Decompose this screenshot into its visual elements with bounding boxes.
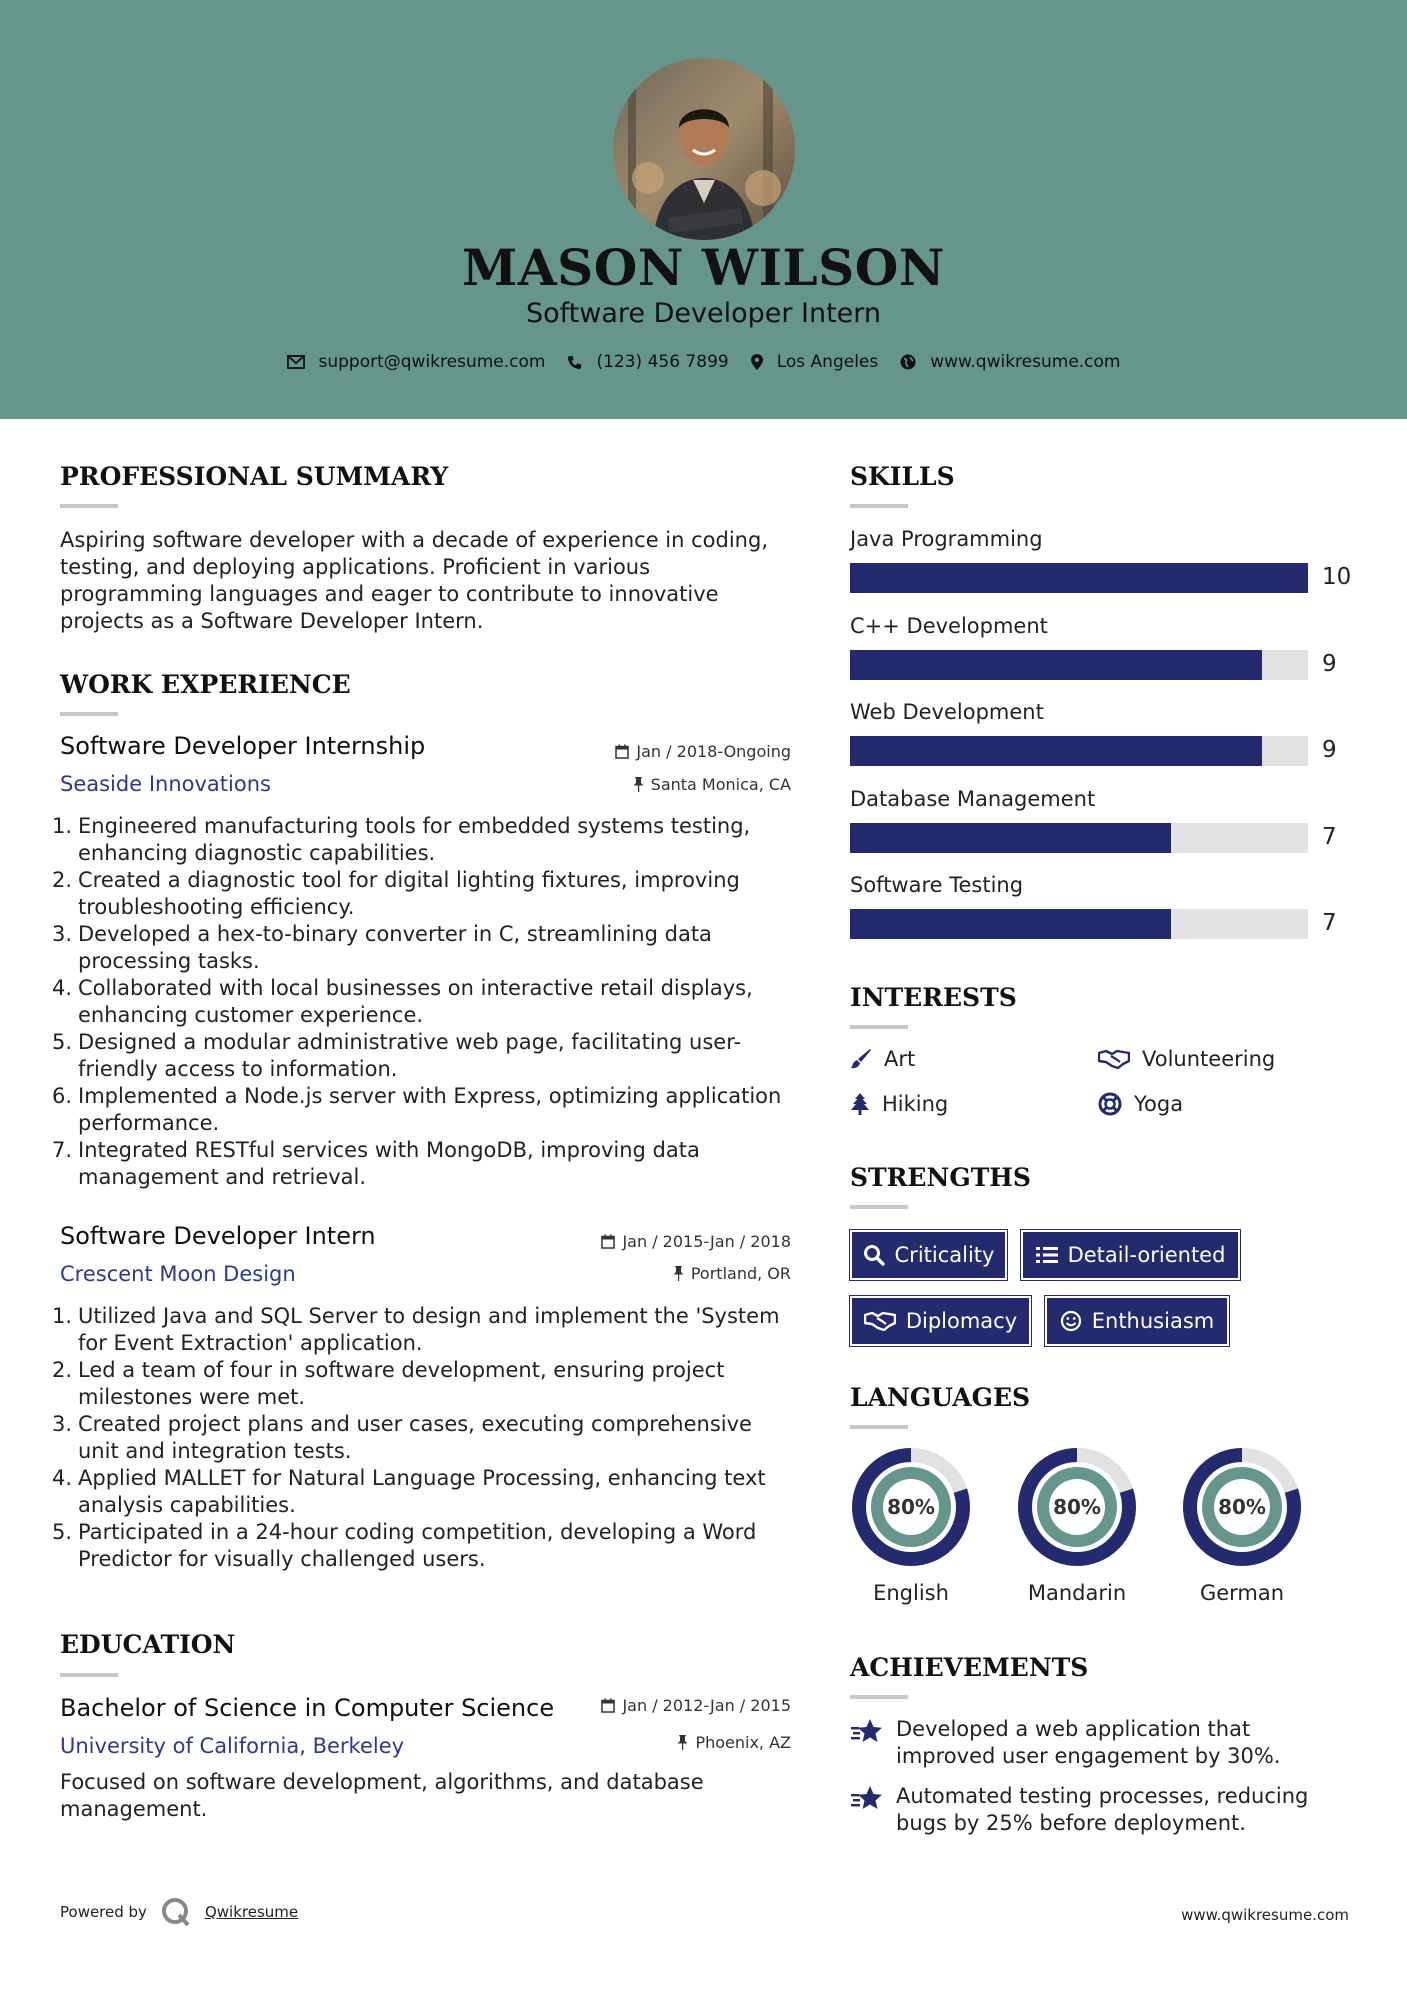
calendar-icon (615, 744, 629, 759)
skill-bar-fill (850, 650, 1262, 680)
language-name: Mandarin (1027, 1581, 1127, 1605)
education-date-text: Jan / 2012-Jan / 2015 (622, 1696, 791, 1715)
achievements-underline (850, 1695, 908, 1699)
education-underline (60, 1673, 118, 1677)
achievement-2: Automated testing processes, reducing bugs by 25% before deployment. (850, 1783, 1320, 1837)
skill-value: 10 (1322, 564, 1352, 590)
skill-value: 9 (1322, 650, 1337, 677)
list-item: 2. Created a diagnostic tool for digital lighting fixtures, improving troubleshooting efficiency. (52, 868, 740, 919)
interest-yoga: Yoga (1098, 1092, 1183, 1116)
job-1-date (615, 742, 791, 761)
summary-text (60, 527, 780, 635)
experience-underline (60, 712, 118, 716)
language-name: German (1199, 1581, 1285, 1605)
achievement-1: Developed a web application that improved user engagement by 30%. (850, 1716, 1320, 1770)
contact-email[interactable] (287, 352, 546, 372)
skills-heading: SKILLS (850, 462, 955, 491)
handshake-icon (1098, 1049, 1130, 1069)
smiley-icon (1060, 1310, 1082, 1332)
skill-bar-track (850, 909, 1308, 939)
achievements-heading: ACHIEVEMENTS (850, 1653, 1089, 1682)
job-1-duties (52, 813, 800, 1191)
education-date (601, 1696, 791, 1715)
job-2-date-text: Jan / 2015-Jan / 2018 (622, 1232, 791, 1251)
job-2-duties (52, 1303, 800, 1573)
education-school: University of California, Berkeley (60, 1734, 405, 1758)
education-location (677, 1733, 791, 1752)
job-2-role: Software Developer Intern (60, 1222, 376, 1250)
strength-criticality: Criticality (850, 1230, 1007, 1280)
job-1-role: Software Developer Internship (60, 732, 426, 760)
footer-powered-by (60, 1897, 298, 1927)
skill-bar-fill (850, 823, 1171, 853)
strengths-heading: STRENGTHS (850, 1163, 1031, 1192)
contact-location (751, 352, 879, 372)
list-item: 6. Implemented a Node.js server with Express, optimizing application performance. (52, 1084, 782, 1135)
list-item: 4. Applied MALLET for Natural Language Processing, enhancing text analysis capabilities. (52, 1466, 766, 1517)
summary-line: Aspiring software developer with a decade of experience in coding, (60, 528, 768, 552)
header-banner (0, 0, 1407, 419)
education-location-text: Phoenix, AZ (695, 1733, 791, 1752)
skill-label: Software Testing (850, 873, 1024, 897)
education-heading: EDUCATION (60, 1630, 236, 1659)
interests-underline (850, 1025, 908, 1029)
list-item: 3. Created project plans and user cases, executing comprehensive unit and integration tests. (52, 1412, 752, 1463)
job-1-location-text: Santa Monica, CA (650, 775, 791, 794)
summary-line: programming languages and eager to contribute to innovative (60, 582, 719, 606)
job-1-company: Seaside Innovations (60, 772, 271, 796)
language-donut (1016, 1446, 1138, 1568)
star-award-icon (850, 1785, 884, 1813)
language-donut (1181, 1446, 1303, 1568)
footer-website[interactable]: www.qwikresume.com (1181, 1906, 1349, 1924)
tree-icon (850, 1093, 870, 1115)
experience-heading: WORK EXPERIENCE (60, 670, 351, 699)
job-1-location (633, 775, 791, 794)
star-award-icon (850, 1718, 884, 1746)
skill-value: 7 (1322, 823, 1337, 850)
skill-value: 9 (1322, 737, 1337, 763)
interest-hiking: Hiking (850, 1092, 948, 1116)
powered-by-text: Powered by (60, 1903, 147, 1921)
skill-bar-fill (850, 736, 1262, 766)
skill-bar-track (850, 650, 1308, 680)
interest-volunteering: Volunteering (1098, 1047, 1275, 1071)
languages-underline (850, 1425, 908, 1429)
language-donut (850, 1446, 972, 1568)
languages-heading: LANGUAGES (850, 1383, 1031, 1412)
skill-bar-track (850, 823, 1308, 853)
contact-bar (0, 352, 1407, 372)
envelope-icon (287, 355, 305, 369)
pushpin-icon (673, 1266, 684, 1281)
pushpin-icon (633, 777, 644, 792)
magnifier-icon (863, 1244, 885, 1266)
skills-underline (850, 504, 908, 508)
job-2-company: Crescent Moon Design (60, 1262, 296, 1286)
job-2-location (673, 1264, 791, 1283)
language-percent: 80% (1218, 1495, 1266, 1519)
skill-bar-fill (850, 909, 1171, 939)
job-1-date-text: Jan / 2018-Ongoing (636, 742, 791, 761)
paintbrush-icon (850, 1048, 872, 1070)
website-text: www.qwikresume.com (930, 352, 1121, 372)
skill-value: 7 (1322, 910, 1337, 936)
globe-icon (900, 354, 916, 370)
list-item: 5. Designed a modular administrative web page, facilitating user- friendly access to information. (52, 1030, 742, 1081)
skill-label: Database Management (850, 786, 1096, 811)
list-item: 1. Utilized Java and SQL Server to design and implement the 'System for Event Extraction' application. (52, 1304, 780, 1355)
skill-bar-fill (850, 563, 1308, 593)
list-item: 2. Led a team of four in software development, ensuring project milestones were met. (52, 1358, 725, 1409)
job-2-location-text: Portland, OR (690, 1264, 791, 1283)
phone-text: (123) 456 7899 (596, 352, 729, 372)
location-text: Los Angeles (776, 352, 879, 372)
language-percent: 80% (887, 1495, 935, 1519)
list-item: 1. Engineered manufacturing tools for embedded systems testing, enhancing diagnostic capabilities. (52, 814, 751, 865)
education-degree: Bachelor of Science in Computer Science (60, 1694, 555, 1722)
map-pin-icon (751, 354, 763, 370)
strengths-underline (850, 1205, 908, 1209)
strength-enthusiasm: Enthusiasm (1045, 1296, 1229, 1346)
language-percent: 80% (1053, 1495, 1101, 1519)
strength-diplomacy: Diplomacy (850, 1296, 1031, 1346)
list-item: 7. Integrated RESTful services with MongoDB, improving data management and retrieval. (52, 1138, 700, 1189)
calendar-icon (601, 1234, 615, 1249)
list-item: 5. Participated in a 24-hour coding competition, developing a Word Predictor for visually challenged users. (52, 1520, 757, 1571)
summary-line: testing, and deploying applications. Proficient in various (60, 555, 651, 579)
skill-label: Java Programming (850, 527, 1043, 551)
skill-bar-track (850, 563, 1308, 593)
interest-art: Art (850, 1047, 915, 1071)
list-icon (1036, 1246, 1058, 1264)
skill-label: C++ Development (850, 613, 1048, 638)
email-text: support@qwikresume.com (318, 352, 546, 372)
phone-icon (567, 355, 582, 370)
avatar (613, 58, 795, 240)
candidate-title: Software Developer Intern (525, 298, 882, 329)
skill-bar-track (850, 736, 1308, 766)
interests-heading: INTERESTS (850, 983, 1017, 1012)
calendar-icon (601, 1698, 615, 1713)
summary-heading: PROFESSIONAL SUMMARY (60, 462, 449, 491)
handshake-icon (864, 1311, 896, 1331)
list-item: 4. Collaborated with local businesses on interactive retail displays, enhancing customer experience. (52, 976, 753, 1027)
qwikresume-logo-icon (161, 1897, 191, 1927)
pushpin-icon (677, 1735, 688, 1750)
life-ring-icon (1098, 1092, 1122, 1116)
summary-underline (60, 504, 118, 508)
strength-detail-oriented: Detail-oriented (1021, 1230, 1240, 1280)
job-2-date (601, 1232, 791, 1251)
candidate-name: MASON WILSON (462, 238, 945, 297)
skill-label: Web Development (850, 700, 1044, 724)
language-name: English (873, 1581, 949, 1605)
list-item: 3. Developed a hex-to-binary converter in C, streamlining data processing tasks. (52, 922, 712, 973)
summary-line: projects as a Software Developer Intern. (60, 609, 484, 633)
qwikresume-link[interactable]: Qwikresume (204, 1903, 299, 1921)
contact-website[interactable] (900, 352, 1120, 372)
education-description: Focused on software development, algorithms, and database management. (60, 1770, 704, 1821)
contact-phone[interactable] (567, 352, 728, 372)
